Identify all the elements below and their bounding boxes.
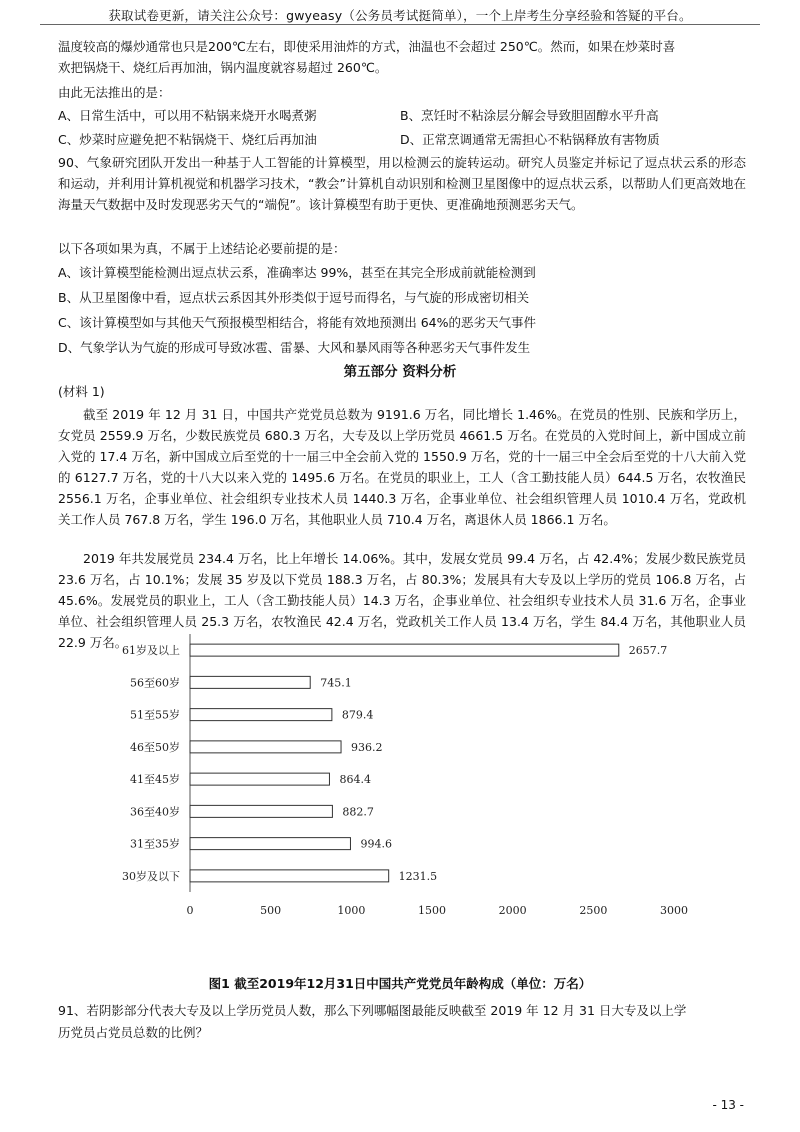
q89-option-b: B、烹饪时不粘涂层分解会导致胆固醇水平升高 xyxy=(400,108,659,123)
q89-text-line-1: 温度较高的爆炒通常也只是200℃左右，即使采用油炸的方式，油温也不会超过 250℃。然而，如果在炒菜时喜 xyxy=(58,39,676,54)
data-label: 2657.7 xyxy=(628,644,668,658)
q90-option-c: C、该计算模型如与其他天气预报模型相结合，将能有效地预测出 64%的恶劣天气事件 xyxy=(58,315,536,330)
category-label: 30岁及以下 xyxy=(122,869,180,883)
material-paragraph-2: 2019 年共发展党员 234.4 万名，比上年增长 14.06%。其中，发展女党员 99.4 万名，占 42.4%；发展少数民族党员 23.6 万名，占 10.1%；发展 35 岁及以下党员 188.3 万名，占 80.3%；发展具有大专及以上学历的党员 106.8 万名，占 45.6%。发展党员的职业上，工人（含工勤技能人员）14.3 万名，企事业单位、社会组织专业技术人员 31.6 万名，企事业单位、社会组织管理人员 25.3 万名，农牧渔民 42.4 万名，党政机关工作人员 13.4 万名，学生 84.4 万名，其他职业人员 22.9 万名。 xyxy=(58,551,746,650)
page-header: 获取试卷更新，请关注公众号：gwyeasy（公务员考试挺简单），一个上岸考生分享经验和答疑的平台。 xyxy=(108,8,692,23)
bar xyxy=(190,773,329,785)
category-label: 41至45岁 xyxy=(130,773,180,787)
q91-text-line-2: 历党员占党员总数的比例？ xyxy=(58,1025,209,1040)
category-label: 31至35岁 xyxy=(130,837,180,851)
q89-option-d: D、正常烹调通常无需担心不粘锅释放有害物质 xyxy=(400,132,660,147)
q89-text-line-2: 欢把锅烧干、烧红后再加油，锅内温度就容易超过 260℃。 xyxy=(58,60,388,75)
x-tick-label: 2000 xyxy=(498,904,527,917)
q90-prompt: 以下各项如果为真，不属于上述结论必要前提的是： xyxy=(58,241,346,256)
section-title: 第五部分 资料分析 xyxy=(343,364,457,380)
data-label: 994.6 xyxy=(360,837,392,851)
q90-option-d: D、气象学认为气旋的形成可导致冰雹、雷暴、大风和暴风雨等各种恶劣天气事件发生 xyxy=(58,340,531,355)
data-label: 1231.5 xyxy=(398,869,438,883)
q89-option-a: A、日常生活中，可以用不粘锅来烧开水喝煮粥 xyxy=(58,108,317,123)
data-label: 879.4 xyxy=(341,708,374,722)
bar xyxy=(190,741,341,753)
age-composition-chart xyxy=(40,630,760,930)
category-label: 36至40岁 xyxy=(130,805,180,819)
chart-caption: 图1 截至2019年12月31日中国共产党党员年龄构成（单位：万名） xyxy=(208,976,592,991)
x-tick-label: 500 xyxy=(260,904,282,917)
x-tick-label: 0 xyxy=(186,904,194,917)
q90-option-a: A、该计算模型能检测出逗点状云系，准确率达 99%，甚至在其完全形成前就能检测到 xyxy=(58,265,536,280)
data-label: 745.1 xyxy=(320,676,352,690)
material-label: (材料 1) xyxy=(58,384,105,399)
category-label: 61岁及以上 xyxy=(122,644,180,658)
bar xyxy=(190,838,350,850)
bar xyxy=(190,676,310,688)
bar xyxy=(190,805,332,817)
page-number: - 13 - xyxy=(712,1098,744,1112)
x-tick-label: 1500 xyxy=(418,904,446,917)
category-label: 46至50岁 xyxy=(130,740,180,754)
material-paragraph-1: 截至 2019 年 12 月 31 日，中国共产党党员总数为 9191.6 万名，同比增长 1.46%。在党员的性别、民族和学历上，女党员 2559.9 万名，少数民族党员 680.3 万名，大专及以上学历党员 4661.5 万名。在党员的入党时间上，新中国成立前入党的 17.4 万名，新中国成立后至党的十一届三中全会前入党的 1550.9 万名，党的十一届三中全会后至党的十八大前入党的 6127.7 万名，党的十八大以来入党的 1495.6 万名。在党员的职业上，工人（含工勤技能人员）644.5 万名，农牧渔民 2556.1 万名，企事业单位、社会组织专业技术人员 1440.3 万名，企事业单位、社会组织管理人员 1010.4 万名，党政机关工作人员 767.8 万名，学生 196.0 万名，其他职业人员 710.4 万名，离退休人员 1866.1 万名。 xyxy=(58,407,746,527)
data-label: 864.4 xyxy=(339,773,371,787)
q90-option-b: B、从卫星图像中看，逗点状云系因其外形类似于逗号而得名，与气旋的形成密切相关 xyxy=(58,290,530,305)
x-tick-label: 3000 xyxy=(660,904,688,917)
bar xyxy=(190,870,389,882)
chart-svg xyxy=(40,630,760,930)
x-tick-label: 2500 xyxy=(579,904,608,917)
x-tick-label: 1000 xyxy=(337,904,366,917)
bar xyxy=(190,709,332,721)
category-label: 51至55岁 xyxy=(130,708,180,722)
q91-text-line-1: 91、若阴影部分代表大专及以上学历党员人数，那么下列哪幅图最能反映截至 2019 年 12 月 31 日大专及以上学 xyxy=(58,1003,687,1018)
data-label: 882.7 xyxy=(342,805,374,819)
category-label: 56至60岁 xyxy=(130,676,180,690)
data-label: 936.2 xyxy=(351,740,383,754)
q89-option-c: C、炒菜时应避免把不粘锅烧干、烧红后再加油 xyxy=(58,132,317,147)
bar xyxy=(190,644,619,656)
q90-stem: 90、气象研究团队开发出一种基于人工智能的计算模型，用以检测云的旋转运动。研究人员鉴定并标记了逗点状云系的形态和运动，并利用计算机视觉和机器学习技术，“教会”计算机自动识别和检测卫星图像中的逗点状云系，以帮助人们更高效地在海量天气数据中及时发现恶劣天气的“端倪”。该计算模型有助于更快、更准确地预测恶劣天气。 xyxy=(58,155,746,212)
header-divider xyxy=(40,24,760,25)
q89-prompt: 由此无法推出的是： xyxy=(58,85,171,100)
